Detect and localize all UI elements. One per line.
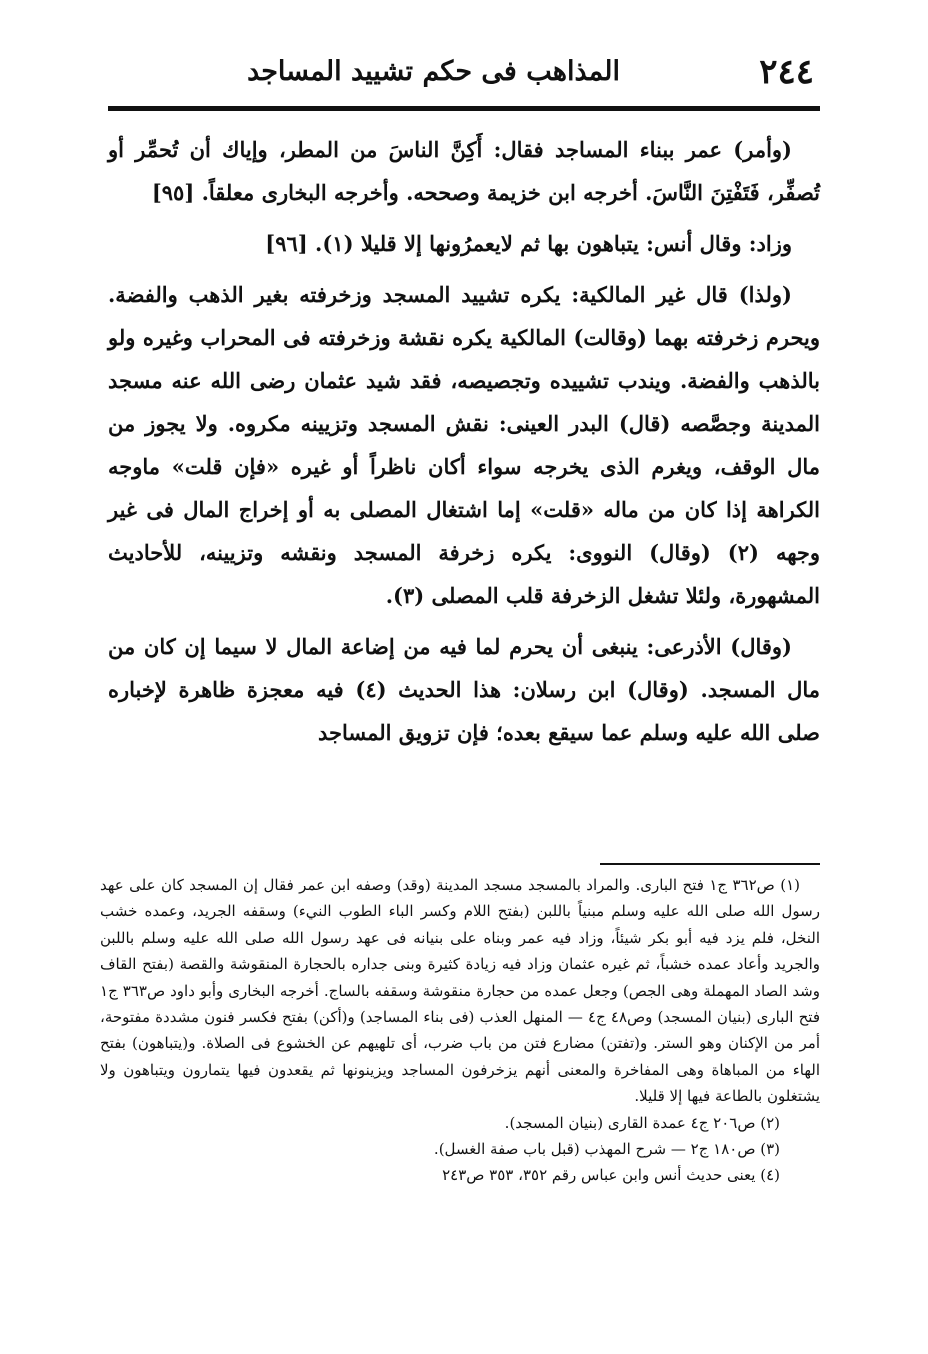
footnote-3: (٣) ص١٨٠ ج٢ — شرح المهذب (قبل باب صفة الغسل). <box>433 1140 780 1159</box>
footnotes <box>100 872 820 1189</box>
paragraph-omar-order: (وأمر) عمر ببناء المساجد فقال: أَكِنَّ الناسَ من المطر، وإياك أن تُحمِّر أو تُصفِّر، فَتَفْتِنَ النَّاسَ. أخرجه ابن خزيمة وصححه. وأخرجه البخارى معلقاً. [٩٥] <box>108 137 820 205</box>
footnote-separator <box>600 863 820 865</box>
header-rule <box>108 106 820 111</box>
running-title: المذاهب فى حكم تشييد المساجد <box>247 56 620 87</box>
paragraph-adhrai-ruling: (وقال) الأذرعى: ينبغى أن يحرم لما فيه من إضاعة المال لا سيما إن كان من مال المسجد. (وقال) ابن رسلان: هذا الحديث (٤) فيه معجزة ظاهرة لإخباره صلى الله عليه وسلم عما سيقع بعده؛ فإن تزويق المساجد <box>108 634 820 745</box>
footnote-4: (٤) يعنى حديث أنس وابن عباس رقم ٣٥٢، ٣٥٣ ص٢٤٣ <box>442 1166 780 1185</box>
main-text <box>108 128 820 762</box>
page-number: ٢٤٤ <box>759 52 814 92</box>
footnote-1: (١) ص٣٦٢ ج١ فتح البارى. والمراد بالمسجد مسجد المدينة (وقد) وصفه ابن عمر فقال إن المسجد كان على عهد رسول الله صلى الله عليه وسلم مبنياً باللبن (بفتح اللام وكسر الباء الطوب النيء) وسقفه الجريد، وعمده خشب النخل، فلم يزد فيه أبو بكر شيئاً، وزاد فيه عمر وبناه على بنيانه فى عهد رسول الله صلى الله عليه وسلم باللبن والجريد وأعاد عمده خشباً، ثم غيره عثمان وزاد فيه زيادة كثيرة وبنى جداره بالحجارة المنقوشة والقصة (بفتح القاف وشد الصاد المهملة وهى الجص) وجعل عمده من حجارة منقوشة وسقفه بالساج. أخرجه البخارى وأبو داود ص٣٦٣ ج١ فتح البارى (بنيان المسجد) وص٤٨ ج٤ — المنهل العذب (فى بناء المساجد) و(أكن) بفتح فكسر فنون مشددة مفتوحة، أمر من الإكنان وهو الستر. و(تفتن) مضارع فتن من باب ضرب، أى تلهيهم عن الخشوع فى الصلاة. و(يتباهون) بفتح الهاء من المباهاة وهى المفاخرة والمعنى أنهم يزخرفون المساجد ويزينونها ثم يقعدون فيها يتمارون ويتباهون ولا يشتغلون بالطاعة فيها إلا قليلا. <box>100 876 820 1106</box>
paragraph-anas-addition: وزاد: وقال أنس: يتباهون بها ثم لايعمرُونها إلا قليلا (١). [٩٦] <box>265 231 792 256</box>
footnote-2: (٢) ص٢٠٦ ج٤ عمدة القارى (بنيان المسجد). <box>504 1113 780 1132</box>
page-header <box>100 48 820 98</box>
paragraph-madhhab-ruling: (ولذا) قال غير المالكية: يكره تشييد المسجد وزخرفته بغير الذهب والفضة. ويحرم زخرفته بهما (وقالت) المالكية يكره نقشة وزخرفته فى المحراب وغيره ولو بالذهب والفضة. ويندب تشييده وتجصيصه، فقد شيد عثمان رضى الله عنه مسجد المدينة وجصَّصه (قال) البدر العينى: نقش المسجد وتزيينه مكروه. ولا يجوز من مال الوقف، ويغرم الذى يخرجه سواء أكان ناظراً أو غيره «فإن قلت» ماوجه الكراهة إذا كان من ماله «قلت» إما اشتغال المصلى به أو إخراج المال فى غير وجهه (٢) (وقال) النووى: يكره زخرفة المسجد ونقشه وتزيينه، للأحاديث المشهورة، ولئلا تشغل الزخرفة قلب المصلى (٣). <box>108 282 820 608</box>
